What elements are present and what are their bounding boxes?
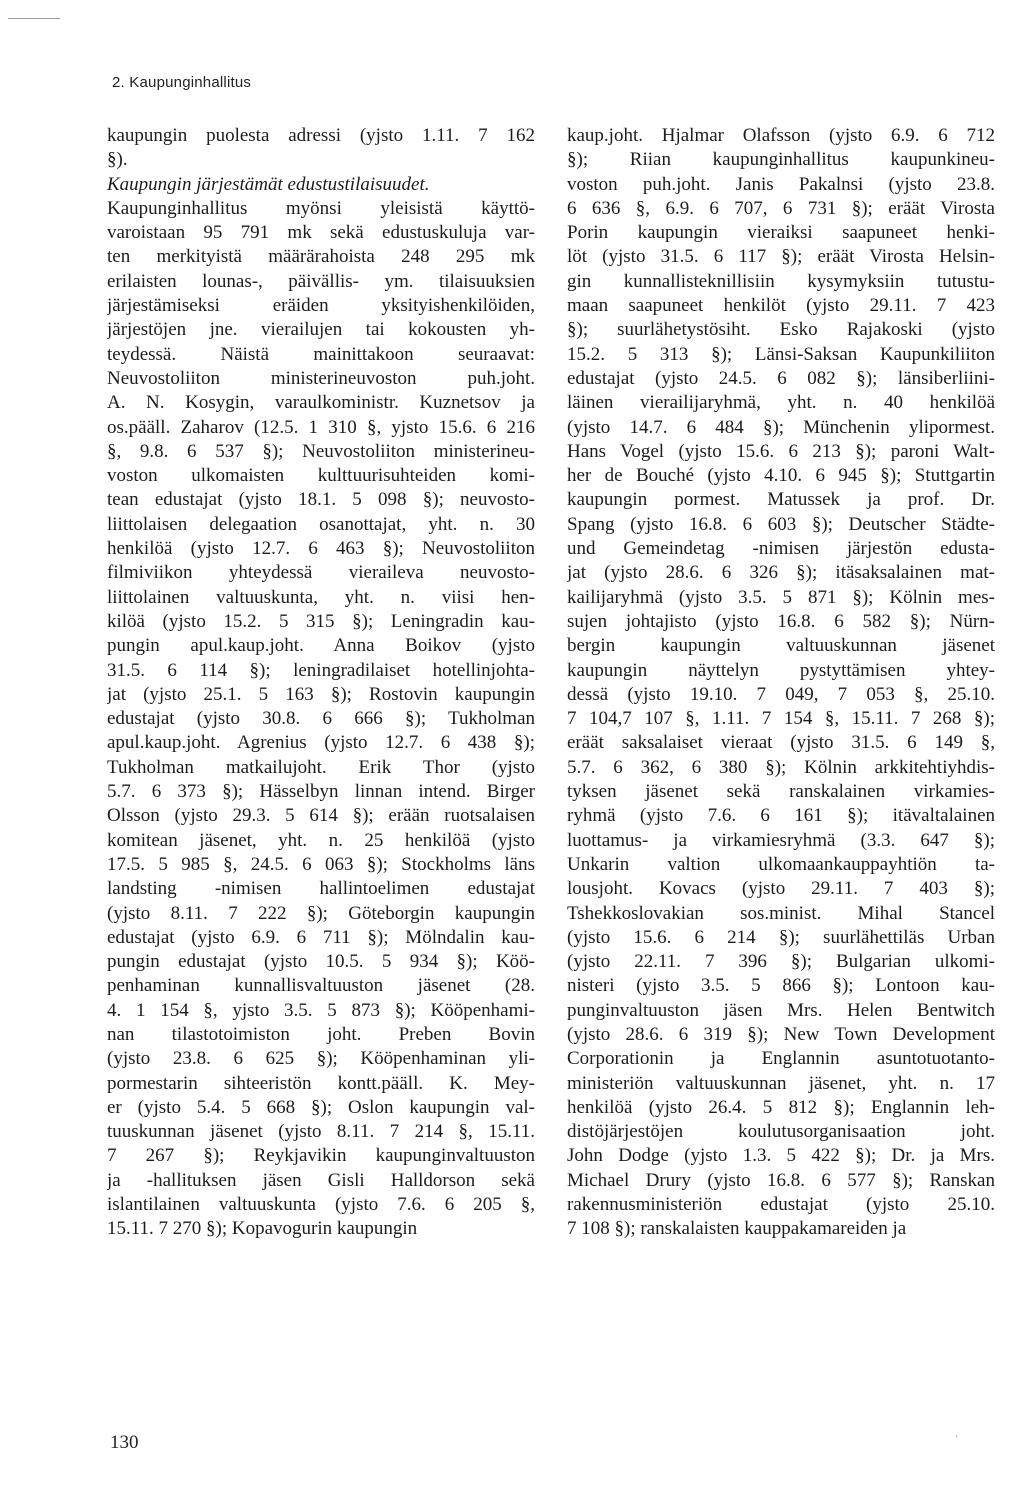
text-line: landsting -nimisen hallintoelimen edustajat [107, 878, 535, 900]
text-line: 7 108 §); ranskalaisten kauppakamareiden ja [567, 1218, 907, 1240]
text-line: Neuvostoliiton ministerineuvoston puh.joht. [107, 367, 535, 389]
text-line: §, 9.8. 6 537 §); Neuvostoliiton ministerineu- [107, 440, 535, 462]
text-line: varoistaan 95 791 mk sekä edustuskuluja var- [107, 222, 535, 244]
text-line: gin kunnallisteknillisiin kysymyksiin tutustu- [567, 270, 995, 292]
left-text-column [107, 124, 535, 1414]
text-line: Kaupungin järjestämät edustustilaisuudet. [107, 173, 430, 195]
text-line: 5.7. 6 373 §); Hässelbyn linnan intend. Birger [107, 781, 535, 803]
text-line: kaupungin puolesta adressi (yjsto 1.11. 7 162 [107, 125, 535, 146]
text-line: (yjsto 8.11. 7 222 §); Göteborgin kaupungin [107, 902, 535, 924]
text-line: kailijaryhmä (yjsto 3.5. 5 871 §); Kölnin mes- [567, 586, 995, 608]
text-line: (yjsto 28.6. 6 319 §); New Town Development [567, 1023, 995, 1045]
text-line: §). [107, 149, 128, 171]
text-line: nan tilastotoimiston joht. Preben Bovin [107, 1023, 535, 1045]
text-line: kaupungin pormest. Matussek ja prof. Dr. [567, 489, 995, 511]
text-line: distöjärjestöjen koulutusorganisaation joht. [567, 1121, 995, 1143]
text-line: pormestarin sihteeristön kontt.pääll. K. Mey- [107, 1072, 535, 1094]
text-line: edustajat (yjsto 24.5. 6 082 §); länsiberliini- [567, 367, 995, 389]
text-line: 15.11. 7 270 §); Kopavogurin kaupungin [107, 1218, 418, 1240]
text-line: 6 636 §, 6.9. 6 707, 6 731 §); eräät Virosta [567, 197, 995, 219]
text-line: lousjoht. Kovacs (yjsto 29.11. 7 403 §); [567, 878, 995, 900]
text-line: liittolainen valtuuskunta, yht. n. viisi hen- [107, 586, 535, 608]
text-line: (yjsto 14.7. 6 484 §); Münchenin ylipormest. [567, 416, 995, 438]
text-line: löt (yjsto 31.5. 6 117 §); eräät Virosta Helsin- [567, 246, 995, 268]
scan-speck: · [955, 1432, 959, 1443]
running-head: 2. Kaupunginhallitus [112, 74, 252, 91]
text-line: Kaupunginhallitus myönsi yleisistä käyttö- [107, 197, 535, 219]
text-line: 7 267 §); Reykjavikin kaupunginvaltuuston [107, 1145, 535, 1167]
text-line: und Gemeindetag -nimisen järjestön edusta- [567, 538, 995, 560]
text-line: Corporationin ja Englannin asuntotuotanto- [567, 1048, 995, 1070]
text-line: 31.5. 6 114 §); leningradilaiset hotellinjohta- [107, 659, 535, 681]
text-line: pungin apul.kaup.joht. Anna Boikov (yjsto [107, 635, 535, 657]
text-line: (yjsto 15.6. 6 214 §); suurlähettiläs Urban [567, 926, 995, 948]
text-line: bergin kaupungin valtuuskunnan jäsenet [567, 635, 995, 657]
text-line: pungin edustajat (yjsto 10.5. 5 934 §); Köö- [107, 951, 535, 973]
text-line: filmiviikon yhteydessä vieraileva neuvosto- [107, 562, 535, 584]
text-line: edustajat (yjsto 30.8. 6 666 §); Tukholman [107, 708, 535, 730]
text-line: sujen johtajisto (yjsto 16.8. 6 582 §); Nürn- [567, 610, 995, 632]
text-line: ryhmä (yjsto 7.6. 6 161 §); itävaltalainen [567, 805, 995, 827]
text-line: 5.7. 6 362, 6 380 §); Kölnin arkkitehtiyhdis- [567, 756, 995, 778]
text-line: henkilöä (yjsto 12.7. 6 463 §); Neuvostoliiton [107, 538, 535, 560]
text-line: tyksen jäsenet sekä ranskalainen virkamies- [567, 781, 995, 803]
text-line: islantilainen valtuuskunta (yjsto 7.6. 6 205 §, [107, 1194, 535, 1216]
text-line: eräät saksalaiset vieraat (yjsto 31.5. 6 149 §, [567, 732, 995, 754]
text-line: tuuskunnan jäsenet (yjsto 8.11. 7 214 §, 15.11. [107, 1121, 535, 1143]
text-line: Porin kaupungin vieraiksi saapuneet henki- [567, 222, 995, 244]
right-text-column [567, 124, 995, 1414]
text-line: punginvaltuuston jäsen Mrs. Helen Bentwitch [567, 999, 995, 1021]
text-line: voston ulkomaisten kulttuurisuhteiden komi- [107, 465, 535, 487]
text-line: ja -hallituksen jäsen Gisli Halldorson sekä [107, 1169, 535, 1191]
text-line: Tukholman matkailujoht. Erik Thor (yjsto [107, 756, 535, 778]
text-line: nisteri (yjsto 3.5. 5 866 §); Lontoon kau- [567, 975, 995, 997]
text-line: komitean jäsenet, yht. n. 25 henkilöä (yjsto [107, 829, 535, 851]
text-line: (yjsto 22.11. 7 396 §); Bulgarian ulkomi- [567, 951, 995, 973]
text-line: teydessä. Näistä mainittakoon seuraavat: [107, 343, 535, 365]
text-line: 7 104,7 107 §, 1.11. 7 154 §, 15.11. 7 268 §); [567, 708, 995, 730]
text-line: os.pääll. Zaharov (12.5. 1 310 §, yjsto 15.6. 6 216 [107, 416, 535, 438]
text-line: kaup.joht. Hjalmar Olafsson (yjsto 6.9. 6 712 [567, 125, 995, 146]
text-line: penhaminan kunnallisvaltuuston jäsenet (28. [107, 975, 535, 997]
text-line: jat (yjsto 25.1. 5 163 §); Rostovin kaupungin [107, 683, 535, 705]
text-line: rakennusministeriön edustajat (yjsto 25.10. [567, 1194, 995, 1216]
text-line: järjestöjen jne. vierailujen tai kokousten yh- [107, 319, 535, 341]
text-line: läinen vierailijaryhmä, yht. n. 40 henkilöä [567, 392, 995, 414]
text-line: 17.5. 5 985 §, 24.5. 6 063 §); Stockholms läns [107, 853, 535, 875]
text-line: er (yjsto 5.4. 5 668 §); Oslon kaupungin val- [107, 1096, 535, 1118]
text-line: Unkarin valtion ulkomaankauppayhtiön ta- [567, 853, 995, 875]
text-line: John Dodge (yjsto 1.3. 5 422 §); Dr. ja Mrs. [567, 1145, 995, 1167]
text-line: §); Riian kaupunginhallitus kaupunkineu- [567, 149, 995, 171]
text-line: her de Bouché (yjsto 4.10. 6 945 §); Stuttgartin [567, 465, 995, 487]
text-line: dessä (yjsto 19.10. 7 049, 7 053 §, 25.10. [567, 683, 995, 705]
text-line: (yjsto 23.8. 6 625 §); Kööpenhaminan yli- [107, 1048, 535, 1070]
page-number: 130 [110, 1432, 139, 1453]
text-line: liittolaisen delegaation osanottajat, yht. n. 30 [107, 513, 535, 535]
text-line: voston puh.joht. Janis Pakalnsi (yjsto 23.8. [567, 173, 995, 195]
text-line: ministeriön valtuuskunnan jäsenet, yht. n. 17 [567, 1072, 995, 1094]
text-line: luottamus- ja virkamiesryhmä (3.3. 647 §); [567, 829, 995, 851]
text-line: tean edustajat (yjsto 18.1. 5 098 §); neuvosto- [107, 489, 535, 511]
text-line: 4. 1 154 §, yjsto 3.5. 5 873 §); Kööpenhami- [107, 999, 535, 1021]
text-line: A. N. Kosygin, varaulkoministr. Kuznetsov ja [107, 392, 535, 414]
text-line: henkilöä (yjsto 26.4. 5 812 §); Englannin leh- [567, 1096, 995, 1118]
text-line: §); suurlähetystösiht. Esko Rajakoski (yjsto [567, 319, 995, 341]
text-line: ten merkityistä määrärahoista 248 295 mk [107, 246, 535, 268]
text-line: maan saapuneet henkilöt (yjsto 29.11. 7 423 [567, 295, 995, 317]
text-line: Tshekkoslovakian sos.minist. Mihal Stancel [567, 902, 995, 924]
text-line: Michael Drury (yjsto 16.8. 6 577 §); Ranskan [567, 1169, 995, 1191]
text-line: erilaisten lounas-, päivällis- ym. tilaisuuksien [107, 270, 535, 292]
text-line: edustajat (yjsto 6.9. 6 711 §); Mölndalin kau- [107, 926, 535, 948]
text-line: 15.2. 5 313 §); Länsi-Saksan Kaupunkiliiton [567, 343, 995, 365]
text-line: jat (yjsto 28.6. 6 326 §); itäsaksalainen mat- [567, 562, 995, 584]
text-line: kaupungin näyttelyn pystyttämisen yhtey- [567, 659, 995, 681]
text-line: apul.kaup.joht. Agrenius (yjsto 12.7. 6 438 §); [107, 732, 535, 754]
text-line: järjestämiseksi eräiden yksityishenkilöiden, [107, 295, 535, 317]
text-line: kilöä (yjsto 15.2. 5 315 §); Leningradin kau- [107, 610, 535, 632]
scan-edge-rule [8, 18, 60, 19]
text-line: Spang (yjsto 16.8. 6 603 §); Deutscher Städte- [567, 513, 995, 535]
text-line: Hans Vogel (yjsto 15.6. 6 213 §); paroni Walt- [567, 440, 995, 462]
text-line: Olsson (yjsto 29.3. 5 614 §); erään ruotsalaisen [107, 805, 535, 827]
